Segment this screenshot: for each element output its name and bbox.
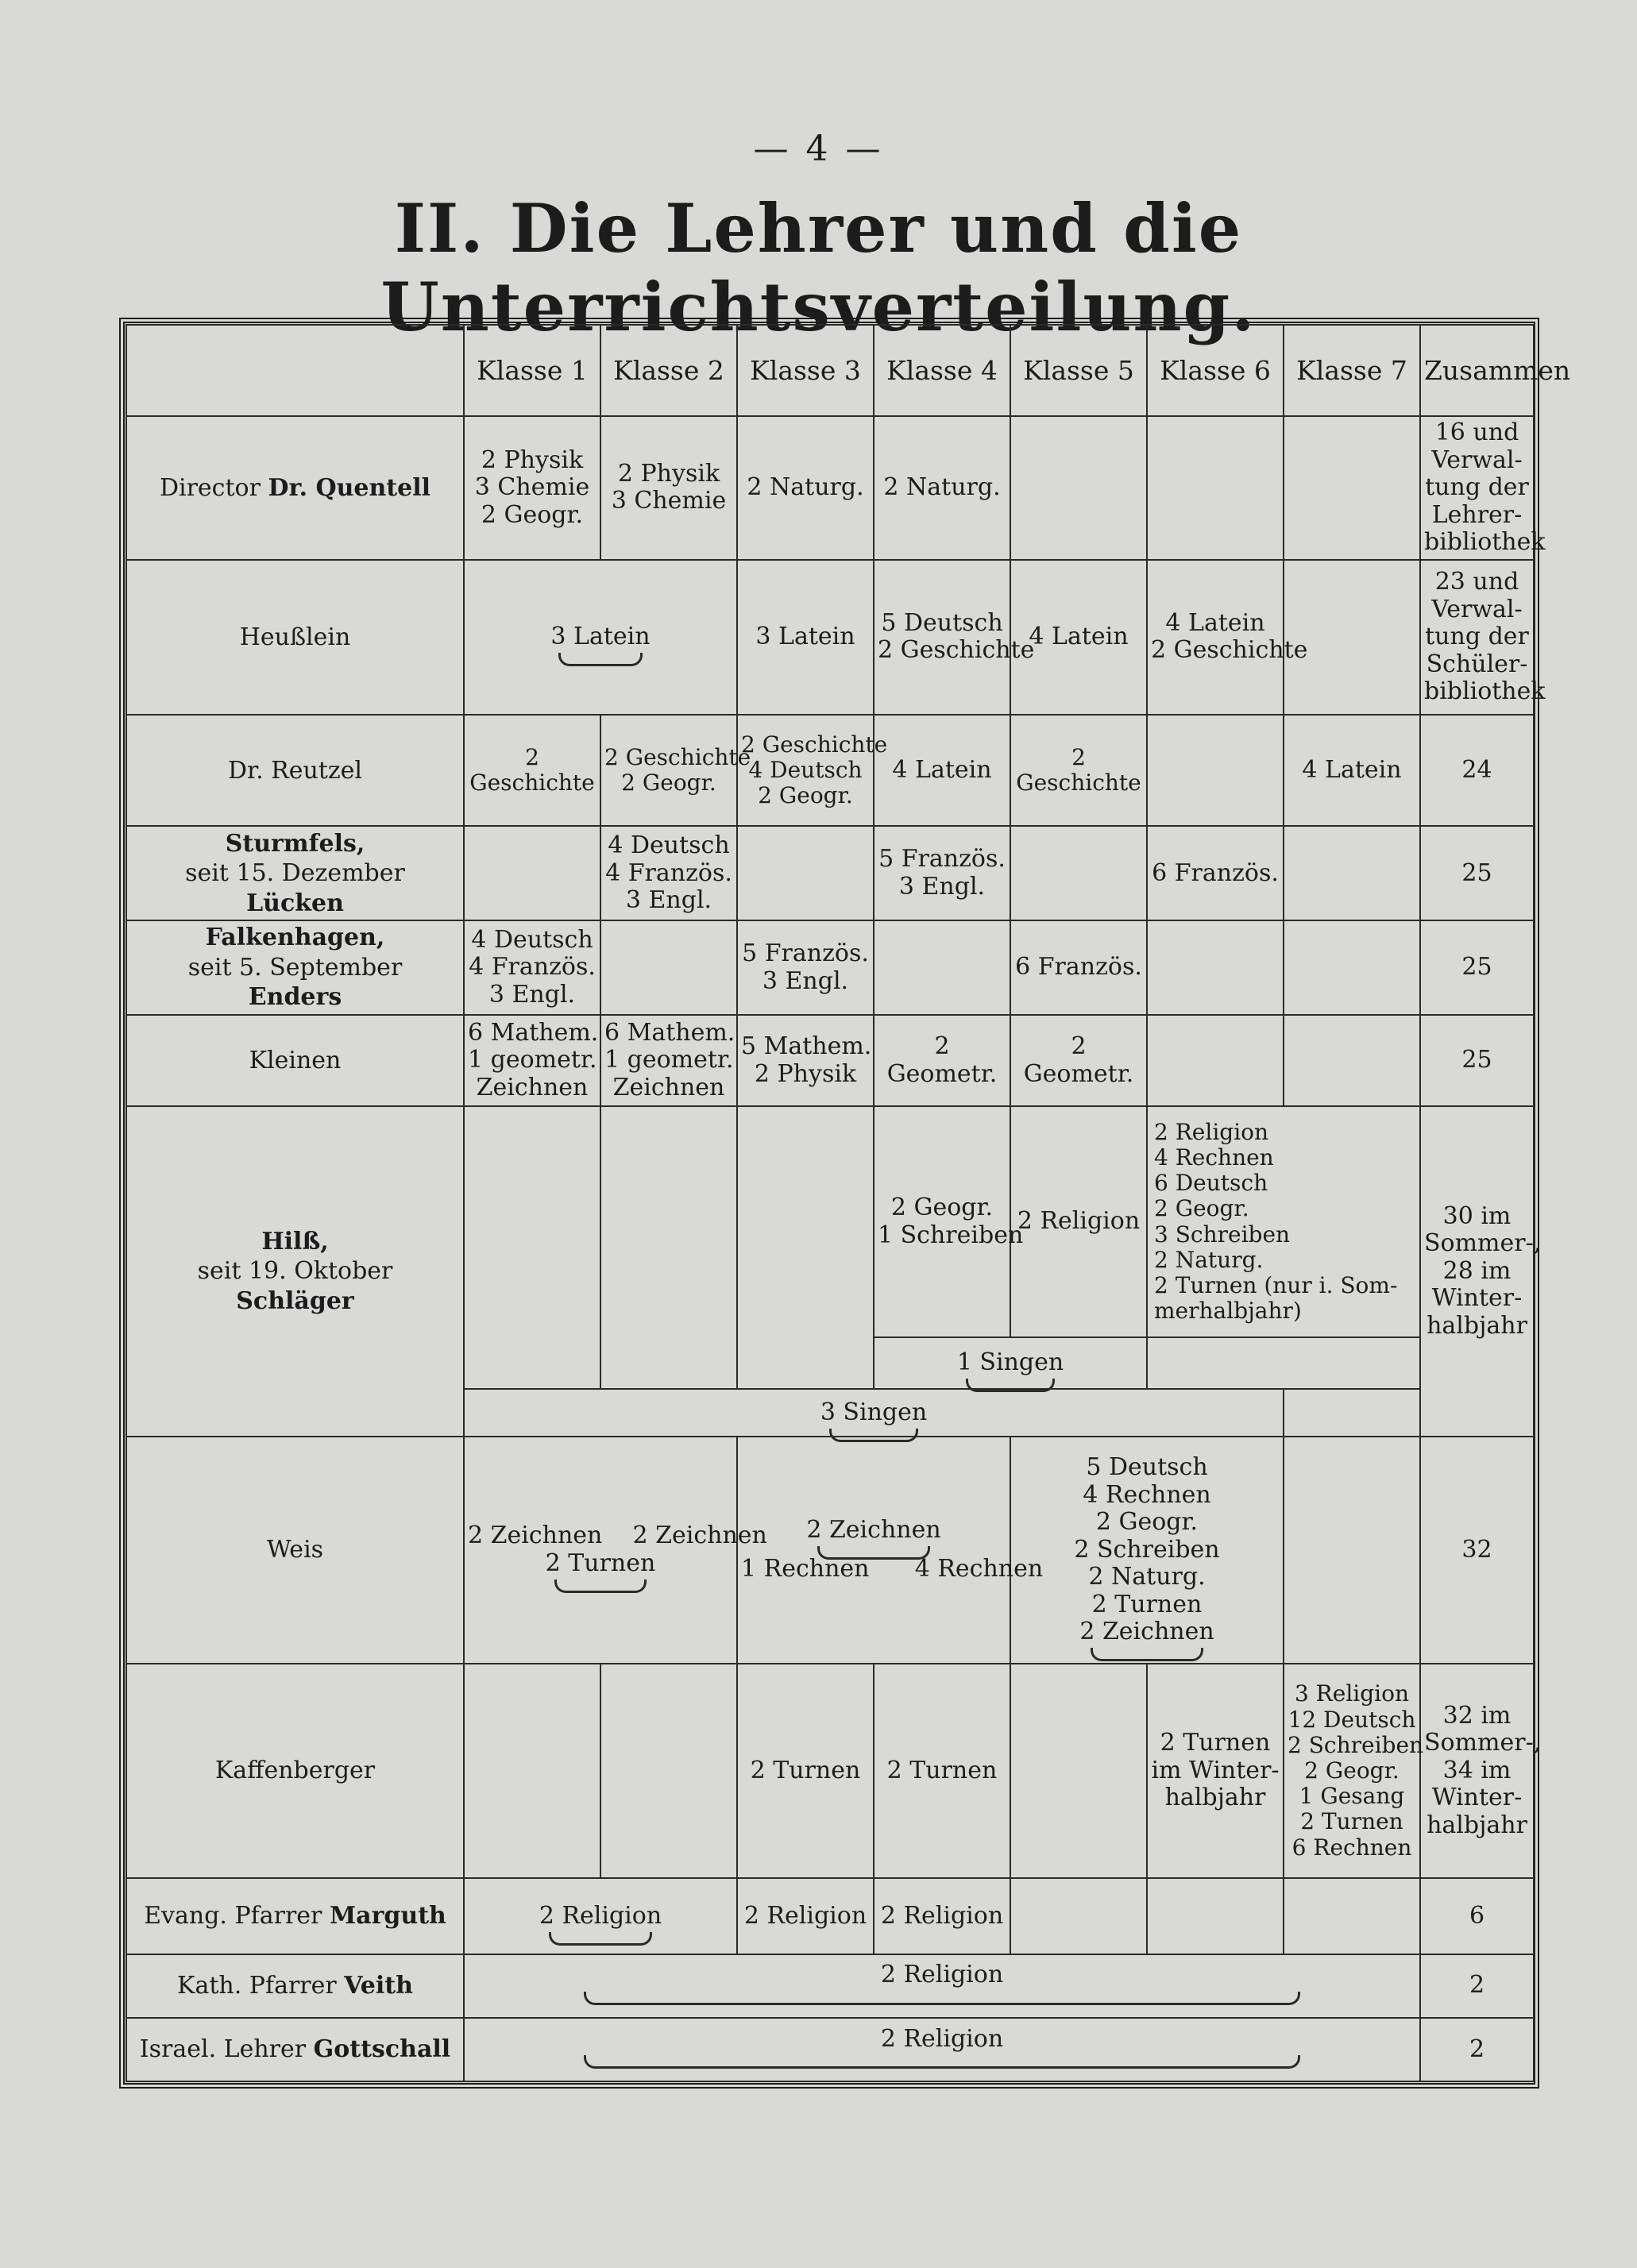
lesson-line	[1014, 1618, 1280, 1646]
lesson-cell	[1010, 1878, 1147, 1954]
header-klasse-1: Klasse 1	[464, 325, 600, 416]
total-cell: 2	[1420, 2018, 1534, 2081]
lesson-line: 3 Engl.	[625, 886, 712, 915]
lesson-cell	[1284, 1437, 1420, 1664]
lesson-line: 2 Geogr.	[890, 1194, 994, 1222]
lesson-cell: 2 Geometr.	[874, 1015, 1010, 1106]
lesson-cell: 2 Turnen	[737, 1664, 874, 1879]
lesson-cell: 2 Naturg.	[874, 416, 1010, 559]
table-row	[126, 1106, 1534, 1337]
lesson-cell	[1010, 1664, 1147, 1879]
total-line: 23 und	[1434, 568, 1519, 596]
lesson-cell	[464, 2018, 1420, 2081]
teacher-cell	[126, 1878, 464, 1954]
lesson-cell: 2 Geometr.	[1010, 1015, 1147, 1106]
table-row	[126, 1015, 1534, 1106]
table-row	[126, 416, 1534, 559]
lesson-cell	[600, 715, 751, 826]
teacher-name: Dr. Reutzel	[126, 715, 464, 826]
teacher-prefix: Evang. Pfarrer	[144, 1902, 322, 1930]
teacher-name: Schläger	[236, 1286, 354, 1315]
lesson-line: 3 Schreiben	[1154, 1221, 1291, 1248]
header-klasse-3: Klasse 3	[737, 325, 874, 416]
total-line: Verwal-	[1431, 446, 1523, 474]
lesson-cell	[1147, 715, 1284, 826]
teacher-name: Marguth	[329, 1902, 446, 1930]
lesson-line: 2 Schreiben	[1074, 1535, 1220, 1564]
lesson-cell	[1284, 1015, 1420, 1106]
lesson-line: 2 Turnen (nur i. Som-	[1154, 1271, 1398, 1298]
lesson-line: 2 Geschichte	[741, 731, 888, 758]
lesson-cell	[464, 920, 600, 1015]
lesson-line: im Winter-	[1151, 1756, 1280, 1784]
teacher-cell	[126, 1954, 464, 2018]
lesson-cell	[1010, 1437, 1284, 1664]
lesson-line: 2 Geogr.	[621, 770, 716, 796]
lesson-text: 2 Zeichnen	[632, 1522, 767, 1550]
lesson-line: 2 Schreiben	[1288, 1731, 1424, 1758]
lesson-cell: 2 Religion	[1010, 1106, 1147, 1337]
teacher-prefix: Kath. Pfarrer	[177, 1971, 337, 2000]
lesson-cell	[1147, 1015, 1284, 1106]
lesson-line: 3 Engl.	[898, 872, 986, 901]
total-cell	[1420, 560, 1546, 715]
brace-label: 2 Turnen	[546, 1549, 656, 1598]
lesson-cell: 2 Naturg.	[737, 416, 874, 559]
lesson-cell	[1147, 920, 1284, 1015]
lesson-line: Zeichnen	[476, 1073, 589, 1101]
lesson-line	[468, 1522, 767, 1550]
total-line: Lehrer-	[1431, 500, 1523, 529]
lesson-line: 3 Religion	[1294, 1680, 1410, 1707]
table-row	[126, 560, 1534, 715]
teacher-name: Falkenhagen,	[205, 924, 385, 952]
brace-label: 2 Zeichnen	[806, 1516, 940, 1564]
total-line: Schüler-	[1426, 650, 1528, 678]
lesson-cell: 6 Französ.	[1147, 826, 1284, 920]
brace-label: 2 Zeichnen	[1079, 1618, 1214, 1666]
lesson-line: merhalbjahr)	[1154, 1298, 1302, 1325]
lesson-cell	[1284, 1664, 1424, 1879]
lesson-cell	[600, 826, 737, 920]
teacher-name: Sturmfels,	[225, 829, 365, 858]
lesson-text: 2 Zeichnen	[468, 1522, 603, 1550]
teacher-name: Heußlein	[126, 560, 464, 715]
lesson-line: 2 Geogr.	[481, 500, 584, 529]
lesson-line: 5 Mathem.	[741, 1032, 872, 1061]
lesson-line: 2 Turnen	[1160, 1729, 1271, 1757]
lesson-line: 2 Physik	[617, 459, 720, 488]
table-row	[126, 826, 1534, 920]
lesson-line: 1 geometr.	[468, 1046, 597, 1074]
lesson-line: 4 Deutsch	[608, 831, 730, 860]
lesson-line	[741, 1517, 1006, 1545]
page-number: — 4 —	[753, 129, 884, 169]
lesson-cell	[464, 1389, 1284, 1437]
lesson-cell	[464, 1878, 737, 1954]
lesson-line: 2 Turnen	[1091, 1590, 1203, 1618]
teacher-cell	[126, 1106, 464, 1437]
lesson-line: 2 Geschichte	[1151, 636, 1308, 665]
lesson-cell	[600, 1664, 737, 1879]
lesson-cell: 2 Geschichte	[464, 715, 600, 826]
lesson-cell	[464, 1015, 600, 1106]
lesson-line: 2 Geogr.	[1304, 1757, 1400, 1784]
total-line: Winter-	[1431, 1784, 1523, 1812]
header-klasse-5: Klasse 5	[1010, 325, 1147, 416]
lesson-cell	[464, 1437, 767, 1664]
total-line: bibliothek	[1424, 677, 1546, 706]
header-klasse-6: Klasse 6	[1147, 325, 1284, 416]
total-cell: 2	[1420, 1954, 1534, 2018]
teacher-cell	[126, 416, 464, 559]
teacher-since: seit 19. Oktober	[197, 1257, 393, 1286]
teacher-cell	[126, 2018, 464, 2081]
lesson-cell	[737, 826, 874, 920]
lesson-cell	[600, 1106, 737, 1389]
lesson-line: 3 Chemie	[474, 473, 590, 502]
total-cell: 25	[1420, 826, 1534, 920]
lesson-line: 2 Naturg.	[1088, 1563, 1206, 1591]
teacher-name: Enders	[248, 983, 342, 1012]
total-line: 30 im	[1442, 1202, 1512, 1230]
teacher-since: seit 5. September	[187, 953, 403, 982]
lesson-cell	[737, 1437, 1044, 1664]
teacher-name: Hilß,	[261, 1227, 329, 1256]
lesson-line: 3 Chemie	[611, 487, 727, 515]
lesson-line: 4 Deutsch	[748, 757, 863, 784]
lesson-cell	[600, 1015, 737, 1106]
page-title: II. Die Lehrer und die Unterrichtsverteilung.	[380, 189, 1257, 346]
lesson-line: halbjahr	[1164, 1784, 1266, 1812]
table-row	[126, 1954, 1534, 2018]
lesson-line: 2 Turnen	[1300, 1808, 1403, 1835]
lesson-line: 4 Französ.	[469, 953, 596, 982]
lesson-cell	[600, 920, 737, 1015]
total-cell: 32	[1420, 1437, 1534, 1664]
lesson-line: 2 Physik	[481, 446, 584, 474]
lesson-cell	[600, 416, 737, 559]
lesson-line: 6 Mathem.	[468, 1018, 599, 1047]
total-cell	[1420, 1664, 1542, 1879]
lesson-line: 4 Französ.	[605, 858, 732, 887]
lesson-cell	[737, 1015, 874, 1106]
teacher-cell	[126, 920, 464, 1015]
lesson-line: 1 Schreiben	[878, 1221, 1024, 1249]
lesson-line: 4 Rechnen	[1154, 1144, 1274, 1171]
lesson-line: 2 Physik	[754, 1059, 857, 1088]
lesson-cell	[874, 1337, 1147, 1389]
lesson-cell	[1010, 416, 1147, 559]
header-klasse-4: Klasse 4	[874, 325, 1010, 416]
lesson-cell	[1147, 416, 1284, 559]
total-cell: 24	[1420, 715, 1534, 826]
lesson-cell	[1284, 1389, 1420, 1437]
table-row	[126, 2018, 1534, 2081]
lesson-line: 2 Religion	[1154, 1118, 1269, 1145]
teacher-name: Gottschall	[313, 2035, 451, 2064]
teacher-name: Dr. Quentell	[268, 473, 431, 502]
lesson-cell	[737, 920, 874, 1015]
lesson-cell: 2 Religion	[737, 1878, 874, 1954]
lesson-line: 1 geometr.	[604, 1046, 734, 1074]
table-row	[126, 920, 1534, 1015]
lesson-cell	[874, 920, 1010, 1015]
brace-label: 2 Religion	[515, 2026, 1369, 2074]
lesson-line: 2 Geogr.	[1154, 1195, 1249, 1222]
lesson-cell	[737, 1106, 874, 1389]
teacher-since: seit 15. Dezember	[185, 859, 405, 888]
teacher-name: Weis	[126, 1437, 464, 1664]
lesson-cell: 6 Französ.	[1010, 920, 1147, 1015]
lesson-cell: 3 Latein	[737, 560, 874, 715]
total-line: tung der	[1425, 473, 1529, 502]
lesson-cell	[1284, 1878, 1420, 1954]
teacher-prefix: Israel. Lehrer	[139, 2035, 307, 2064]
lesson-line: 4 Latein	[1165, 608, 1265, 637]
total-line: Sommer-,	[1424, 1729, 1542, 1757]
total-cell	[1420, 1106, 1542, 1437]
lesson-line: 2 Geogr.	[758, 782, 853, 809]
lesson-line	[468, 1550, 733, 1578]
lesson-cell	[464, 560, 737, 715]
lesson-cell	[1284, 416, 1420, 559]
brace-label: 2 Religion	[515, 1961, 1369, 2010]
lesson-line: 2 Geogr.	[1095, 1508, 1199, 1537]
lesson-cell	[874, 1106, 1024, 1337]
lesson-line: 12 Deutsch	[1288, 1706, 1416, 1733]
lesson-cell	[874, 826, 1010, 920]
lesson-line: 2 Geschichte	[878, 636, 1035, 665]
total-line: Verwal-	[1431, 595, 1523, 623]
lesson-line: 3 Engl.	[762, 966, 849, 995]
lesson-cell	[464, 826, 600, 920]
lesson-line: 6 Mathem.	[604, 1018, 735, 1047]
lesson-cell	[464, 1106, 600, 1389]
brace-label: 3 Singen	[820, 1398, 927, 1447]
total-cell: 25	[1420, 1015, 1534, 1106]
table-row	[126, 1878, 1534, 1954]
brace-label: 1 Singen	[957, 1348, 1064, 1397]
total-line: 16 und	[1434, 418, 1519, 447]
lesson-cell	[1147, 560, 1308, 715]
lesson-line: 4 Rechnen	[1083, 1480, 1211, 1509]
lesson-cell	[1147, 1106, 1420, 1337]
header-zusammen: Zusammen	[1420, 325, 1534, 416]
lesson-cell	[464, 1664, 600, 1879]
lesson-line: 2 Naturg.	[1154, 1246, 1264, 1273]
total-line: Sommer-,	[1424, 1229, 1542, 1258]
teaching-distribution-table	[125, 324, 1571, 2082]
lesson-line: 5 Französ.	[742, 939, 869, 968]
lesson-cell: 2 Religion	[874, 1878, 1010, 1954]
header-row	[126, 325, 1534, 416]
lesson-cell	[464, 416, 600, 559]
total-line: halbjahr	[1427, 1311, 1527, 1340]
lesson-line: 5 Deutsch	[881, 608, 1003, 637]
lesson-line: 6 Deutsch	[1154, 1170, 1268, 1197]
total-line: 34 im	[1442, 1756, 1512, 1784]
lesson-cell: 4 Latein	[874, 715, 1010, 826]
brace-label: 3 Latein	[550, 623, 650, 671]
lesson-text: 4 Rechnen	[914, 1554, 1044, 1583]
total-line: Winter-	[1431, 1284, 1523, 1313]
teacher-cell	[126, 826, 464, 920]
lesson-cell: 4 Latein	[1284, 715, 1420, 826]
lesson-line: 3 Engl.	[488, 980, 576, 1009]
header-klasse-7: Klasse 7	[1284, 325, 1420, 416]
teacher-name: Kaffenberger	[126, 1664, 464, 1879]
lesson-cell	[464, 1954, 1420, 2018]
table-row	[126, 1664, 1534, 1879]
lesson-cell	[1010, 826, 1147, 920]
lesson-cell	[737, 715, 888, 826]
lesson-line: 2 Geschichte	[604, 744, 751, 771]
lesson-line: Zeichnen	[612, 1073, 725, 1101]
lesson-line: 5 Deutsch	[1086, 1453, 1208, 1482]
lesson-line: 5 Französ.	[878, 845, 1006, 874]
total-line: 32 im	[1442, 1701, 1512, 1730]
header-teacher	[126, 325, 464, 416]
total-cell: 25	[1420, 920, 1534, 1015]
lesson-cell: 2 Geschichte	[1010, 715, 1147, 826]
lesson-cell	[1147, 1664, 1284, 1879]
total-line: 28 im	[1442, 1256, 1512, 1285]
lesson-cell	[1147, 1878, 1284, 1954]
brace-label: 2 Religion	[539, 1902, 662, 1950]
lesson-line: 4 Deutsch	[471, 925, 593, 954]
table-row	[126, 1437, 1534, 1664]
total-cell	[1420, 416, 1546, 559]
lesson-cell: 4 Latein	[1010, 560, 1147, 715]
table-row	[126, 715, 1534, 826]
total-cell: 6	[1420, 1878, 1534, 1954]
lesson-line: 6 Rechnen	[1291, 1834, 1412, 1861]
teacher-name: Lücken	[246, 889, 344, 917]
lesson-cell: 2 Turnen	[874, 1664, 1010, 1879]
teacher-name: Kleinen	[126, 1015, 464, 1106]
teacher-name: Veith	[344, 1971, 413, 2000]
total-line: halbjahr	[1427, 1811, 1527, 1839]
total-line: tung der	[1425, 623, 1529, 651]
teacher-prefix: Director	[159, 473, 261, 502]
lesson-cell	[1284, 920, 1420, 1015]
lesson-cell	[874, 560, 1035, 715]
lesson-line: 1 Gesang	[1299, 1783, 1405, 1810]
lesson-cell	[1284, 826, 1420, 920]
header-klasse-2: Klasse 2	[600, 325, 737, 416]
lesson-text: 1 Rechnen	[741, 1554, 870, 1583]
lesson-cell	[1147, 1337, 1420, 1389]
total-line: bibliothek	[1424, 528, 1546, 557]
